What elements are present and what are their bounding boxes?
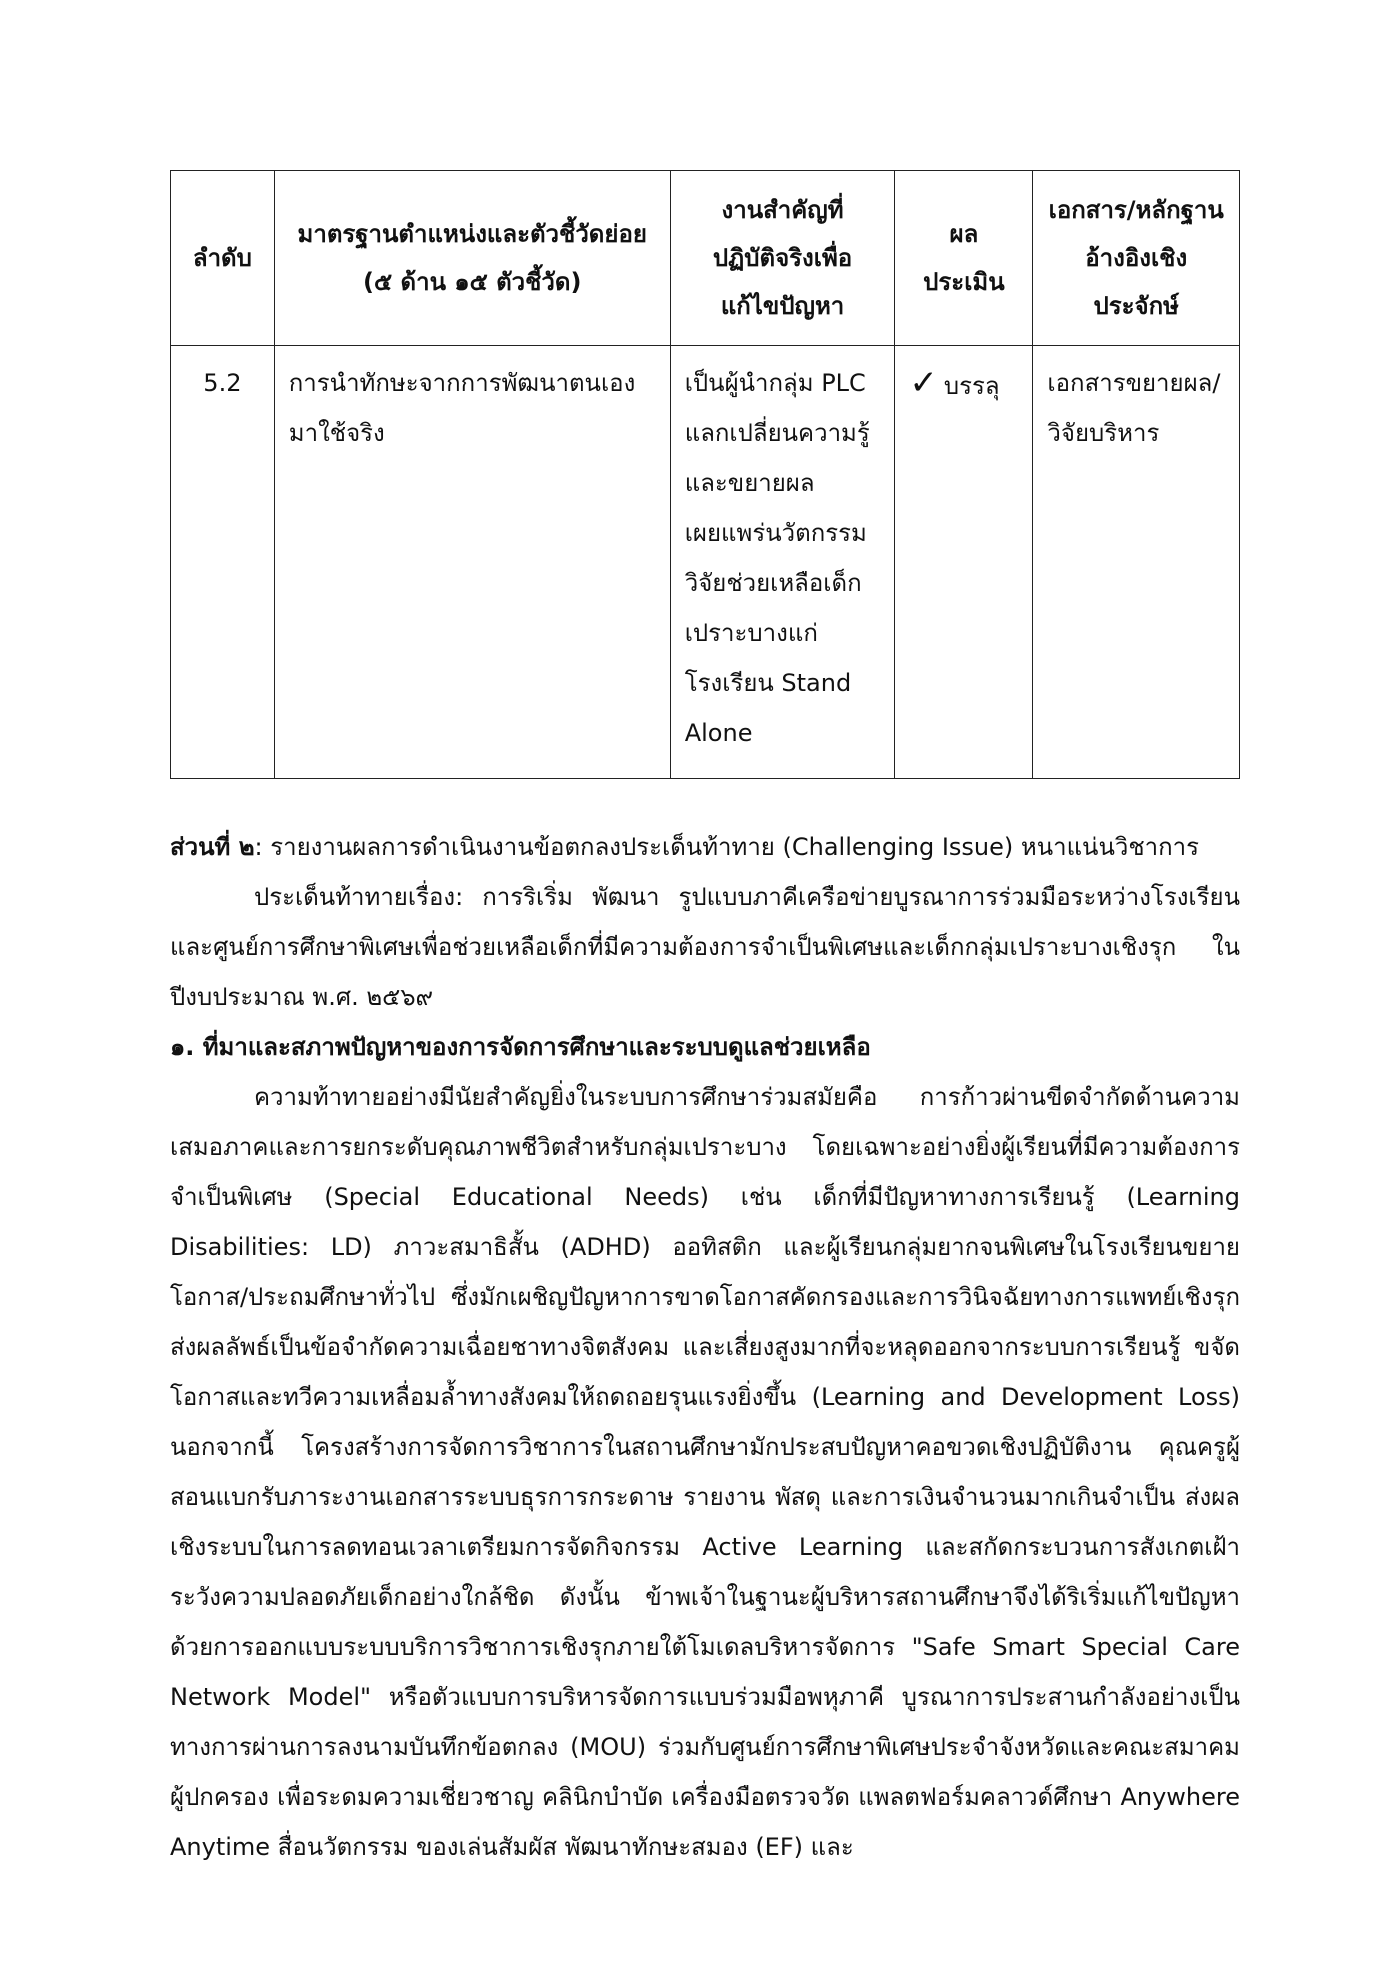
section-body [170, 822, 1240, 1872]
row-standard-line: มาใช้จริง [288, 419, 385, 447]
row-evidence [1033, 346, 1240, 779]
row-task-line: วิจัยช่วยเหลือเด็ก [684, 569, 862, 597]
row-evidence-line: วิจัยบริหาร [1047, 419, 1160, 447]
row-standard-line: การนำทักษะจากการพัฒนาตนเอง [288, 369, 636, 397]
row-result [895, 346, 1033, 779]
header-evidence [1033, 171, 1240, 346]
section-heading-text: : รายงานผลการดำเนินงานข้อตกลงประเด็นท้าทาย (Challenging Issue) หนาแน่นวิชาการ [254, 833, 1199, 861]
row-task-line: เผยแพร่นวัตกรรม [684, 519, 867, 547]
header-evidence-line: อ้างอิงเชิง [1085, 244, 1188, 272]
row-evidence-line: เอกสารขยายผล/ [1047, 369, 1221, 397]
body-paragraph: ความท้าทายอย่างมีนัยสำคัญยิ่งในระบบการศึกษาร่วมสมัยคือ การก้าวผ่านขีดจำกัดด้านความเสมอภาคและการยกระดับคุณภาพชีวิตสำหรับกลุ่มเปราะบาง โดยเฉพาะอย่างยิ่งผู้เรียนที่มีความต้องการจำเป็นพิเศษ (Special Educational Needs) เช่น เด็กที่มีปัญหาทางการเรียนรู้ (Learning Disabilities: LD) ภาวะสมาธิสั้น (ADHD) ออทิสติก และผู้เรียนกลุ่มยากจนพิเศษในโรงเรียนขยายโอกาส/ประถมศึกษาทั่วไป ซึ่งมักเผชิญปัญหาการขาดโอกาสคัดกรองและการวินิจฉัยทางการแพทย์เชิงรุก ส่งผลลัพธ์เป็นข้อจำกัดความเฉื่อยชาทางจิตสังคม และเสี่ยงสูงมากที่จะหลุดออกจากระบบการเรียนรู้ ขจัดโอกาสและทวีความเหลื่อมล้ำทางสังคมให้ถดถอยรุนแรงยิ่งขึ้น (Learning and Development Loss) นอกจากนี้ โครงสร้างการจัดการวิชาการในสถานศึกษามักประสบปัญหาคอขวดเชิงปฏิบัติงาน คุณครูผู้สอนแบกรับภาระงานเอกสารระบบธุรการกระดาษ รายงาน พัสดุ และการเงินจำนวนมากเกินจำเป็น ส่งผลเชิงระบบในการลดทอนเวลาเตรียมการจัดกิจกรรม Active Learning และสกัดกระบวนการสังเกตเฝ้าระวังความปลอดภัยเด็กอย่างใกล้ชิด ดังนั้น ข้าพเจ้าในฐานะผู้บริหารสถานศึกษาจึงได้ริเริ่มแก้ไขปัญหาด้วยการออกแบบระบบบริการวิชาการเชิงรุกภายใต้โมเดลบริหารจัดการ "Safe Smart Special Care Network Model" หรือตัวแบบการบริหารจัดการแบบร่วมมือพหุภาคี บูรณาการประสานกำลังอย่างเป็นทางการผ่านการลงนามบันทึกข้อตกลง (MOU) ร่วมกับศูนย์การศึกษาพิเศษประจำจังหวัดและคณะสมาคมผู้ปกครอง เพื่อระดมความเชี่ยวชาญ คลินิกบำบัด เครื่องมือตรวจวัด แพลตฟอร์มคลาวด์ศึกษา Anywhere Anytime สื่อนวัตกรรม ของเล่นสัมผัส พัฒนาทักษะสมอง (EF) และ [170, 1083, 1240, 1861]
row-task-line: และขยายผล [684, 469, 815, 497]
evaluation-table [170, 170, 1240, 779]
row-no: 5.2 [171, 346, 275, 779]
header-task-line: ปฏิบัติจริงเพื่อ [712, 244, 853, 272]
result-text: บรรลุ [943, 372, 1000, 400]
header-task-line: งานสำคัญที่ [721, 196, 844, 224]
sub-heading: ๑. ที่มาและสภาพปัญหาของการจัดการศึกษาและระบบดูแลช่วยเหลือ [170, 1033, 871, 1061]
section-heading [170, 822, 1240, 872]
row-task-line: Alone [684, 719, 753, 747]
row-task-line: โรงเรียน Stand [684, 669, 852, 697]
header-standard-line: มาตรฐานตำแหน่งและตัวชี้วัดย่อย [297, 220, 647, 248]
section-heading-label: ส่วนที่ ๒ [170, 833, 255, 861]
header-evidence-line: เอกสาร/หลักฐาน [1048, 196, 1224, 224]
header-result [895, 171, 1033, 346]
checkmark-icon: ✓ [909, 363, 938, 403]
row-standard [274, 346, 670, 779]
row-task-line: แลกเปลี่ยนความรู้ [684, 419, 870, 447]
challenge-issue: ประเด็นท้าทายเรื่อง: การริเริ่ม พัฒนา รูปแบบภาคีเครือข่ายบูรณาการร่วมมือระหว่างโรงเรียนและศูนย์การศึกษาพิเศษเพื่อช่วยเหลือเด็กที่มีความต้องการจำเป็นพิเศษและเด็กกลุ่มเปราะบางเชิงรุก ในปีงบประมาณ พ.ศ. ๒๕๖๙ [170, 883, 1240, 1011]
header-standard [274, 171, 670, 346]
table-row [171, 346, 1240, 779]
row-task-line: เป็นผู้นำกลุ่ม PLC [684, 369, 866, 397]
header-result-line: ผล [949, 220, 979, 248]
header-standard-line: (๕ ด้าน ๑๕ ตัวชี้วัด) [363, 268, 582, 296]
header-evidence-line: ประจักษ์ [1093, 292, 1179, 320]
header-result-line: ประเมิน [923, 268, 1005, 296]
table-header-row [171, 171, 1240, 346]
row-task [670, 346, 895, 779]
header-task [670, 171, 895, 346]
header-no: ลำดับ [171, 171, 275, 346]
header-task-line: แก้ไขปัญหา [720, 292, 845, 320]
row-task-line: เปราะบางแก่ [684, 619, 818, 647]
